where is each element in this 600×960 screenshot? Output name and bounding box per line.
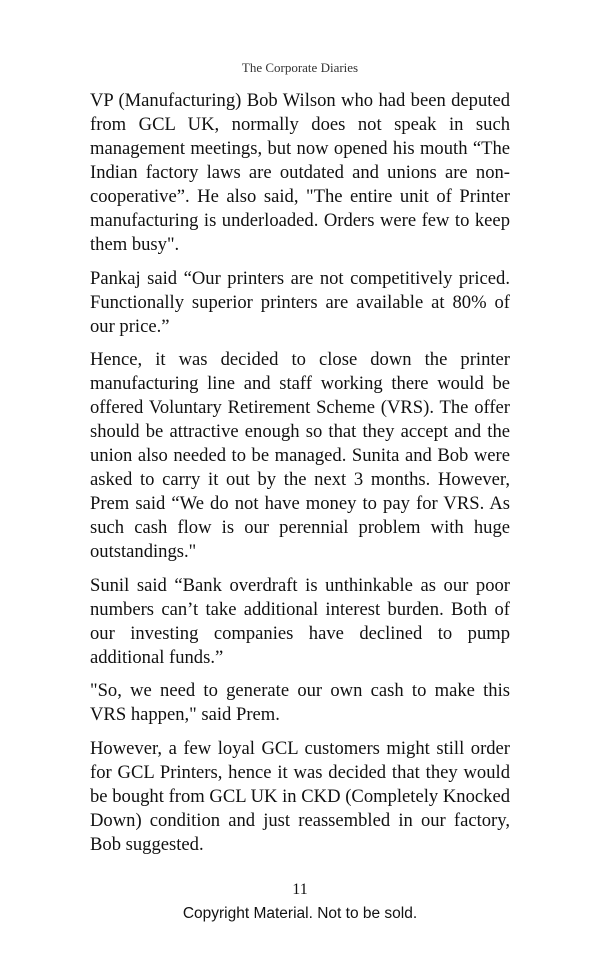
page-body: [90, 89, 510, 866]
paragraph: Pankaj said “Our printers are not competitively priced. Functionally superior printers are available at 80% of our price.”: [90, 267, 510, 337]
paragraph: VP (Manufacturing) Bob Wilson who had been deputed from GCL UK, normally does not speak in such management meetings, but now opened his mouth “The Indian factory laws are outdated and unions are non-cooperative”. He also said, "The entire unit of Printer manufacturing is underloaded. Orders were few to keep them busy".: [90, 90, 510, 255]
paragraph: "So, we need to generate our own cash to make this VRS happen," said Prem.: [90, 680, 510, 725]
copyright-notice: Copyright Material. Not to be sold.: [182, 905, 418, 922]
page-number: 11: [292, 881, 308, 898]
running-header: The Corporate Diaries: [241, 60, 359, 75]
paragraph: However, a few loyal GCL customers might still order for GCL Printers, hence it was decided that they would be bought from GCL UK in CKD (Completely Knocked Down) condition and just reassembled in our factory, Bob suggested.: [90, 737, 510, 855]
paragraph: Hence, it was decided to close down the printer manufacturing line and staff working there would be offered Voluntary Retirement Scheme (VRS). The offer should be attractive enough so that they accept and the union also needed to be managed. Sunita and Bob were asked to carry it out by the next 3 months. However, Prem said “We do not have money to pay for VRS. As such cash flow is our perennial problem with huge outstandings.": [90, 349, 510, 562]
paragraph: Sunil said “Bank overdraft is unthinkable as our poor numbers can’t take additional interest burden. Both of our investing companies have declined to pump additional funds.”: [90, 574, 510, 668]
